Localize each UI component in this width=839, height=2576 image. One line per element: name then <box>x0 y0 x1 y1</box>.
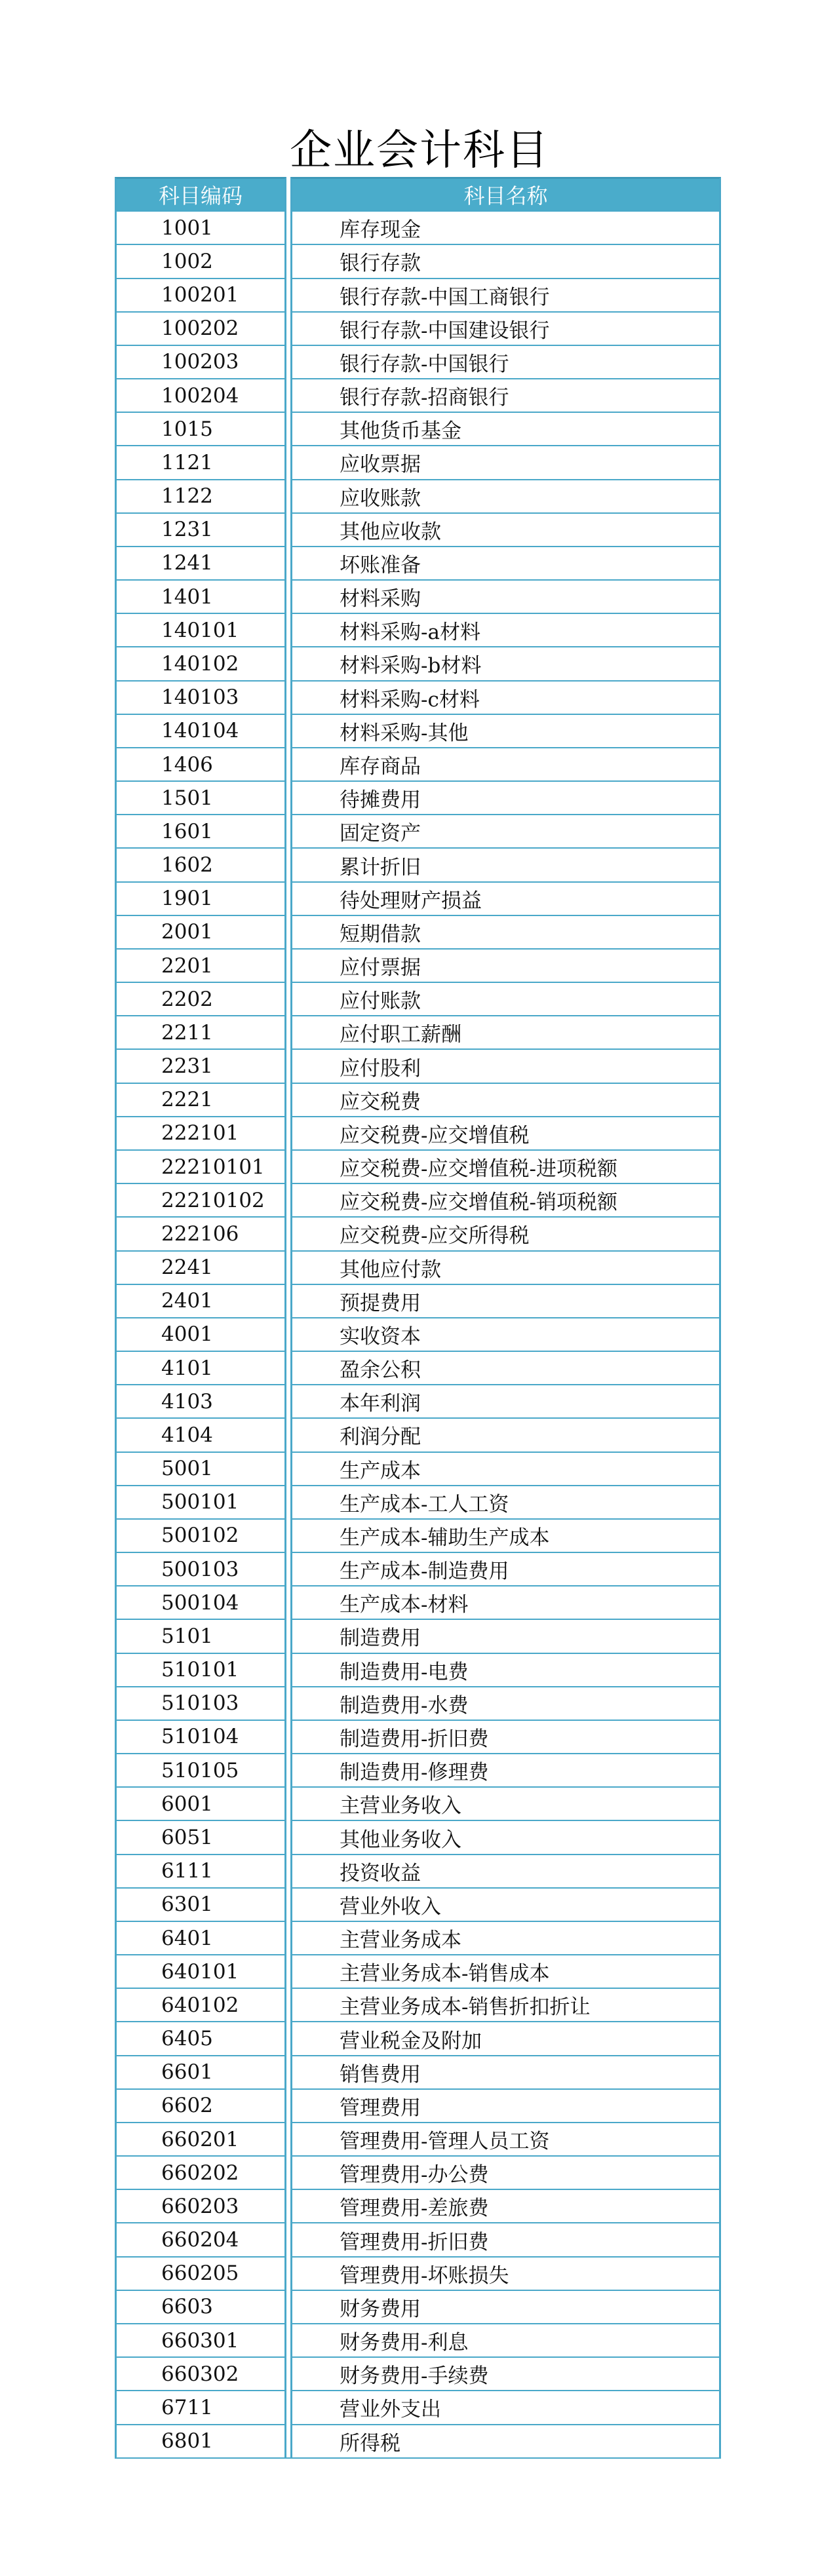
table-row <box>115 479 721 512</box>
account-code-cell[interactable]: 2241 <box>115 1250 286 1284</box>
account-code-cell[interactable]: 100203 <box>115 345 286 378</box>
table-row <box>115 2390 721 2423</box>
table-row <box>115 2088 721 2122</box>
accounts-table <box>115 177 721 2459</box>
account-name-cell[interactable]: 应付票据 <box>290 948 721 982</box>
account-code-cell[interactable]: 222101 <box>115 1116 286 1149</box>
account-name-cell[interactable]: 制造费用 <box>290 1619 721 1652</box>
account-code-cell[interactable]: 500102 <box>115 1518 286 1552</box>
table-row <box>115 1854 721 1887</box>
table-row <box>115 1015 721 1048</box>
table-row <box>115 546 721 579</box>
table-row <box>115 847 721 881</box>
account-code-cell[interactable]: 1015 <box>115 412 286 445</box>
account-name-cell[interactable]: 主营业务成本-销售折扣折让 <box>290 1988 721 2021</box>
account-code-cell[interactable]: 6603 <box>115 2290 286 2323</box>
account-name-cell[interactable]: 本年利润 <box>290 1384 721 1417</box>
account-name-cell[interactable]: 材料采购-c材料 <box>290 680 721 714</box>
account-name-cell[interactable]: 生产成本-材料 <box>290 1585 721 1619</box>
account-name-cell[interactable]: 管理费用 <box>290 2088 721 2122</box>
account-code-cell[interactable]: 1231 <box>115 512 286 546</box>
table-row <box>115 1518 721 1552</box>
table-row <box>115 1149 721 1183</box>
table-row <box>115 2222 721 2256</box>
account-code-cell[interactable]: 500104 <box>115 1585 286 1619</box>
table-row <box>115 1954 721 1988</box>
table-row <box>115 1552 721 1585</box>
table-row <box>115 1753 721 1786</box>
account-code-cell[interactable]: 660201 <box>115 2122 286 2155</box>
account-name-cell[interactable]: 所得税 <box>290 2424 721 2457</box>
table-row <box>115 1485 721 1518</box>
table-row <box>115 881 721 915</box>
account-name-cell[interactable]: 其他应收款 <box>290 512 721 546</box>
table-row <box>115 1988 721 2021</box>
table-row <box>115 2189 721 2222</box>
account-name-cell[interactable]: 应付职工薪酬 <box>290 1015 721 1048</box>
account-code-cell[interactable]: 660204 <box>115 2222 286 2256</box>
table-row <box>115 613 721 646</box>
table-row <box>115 747 721 780</box>
table-row <box>115 1216 721 1250</box>
account-code-cell[interactable]: 500103 <box>115 1552 286 1585</box>
account-code-cell[interactable]: 1122 <box>115 479 286 512</box>
account-code-cell[interactable]: 6405 <box>115 2021 286 2054</box>
table-row <box>115 1585 721 1619</box>
account-code-cell[interactable]: 6001 <box>115 1786 286 1820</box>
account-name-cell[interactable]: 应交税费-应交增值税-进项税额 <box>290 1149 721 1183</box>
account-code-cell[interactable]: 222106 <box>115 1216 286 1250</box>
account-name-cell[interactable]: 应交税费-应交增值税 <box>290 1116 721 1149</box>
table-row <box>115 1116 721 1149</box>
account-code-cell[interactable]: 5101 <box>115 1619 286 1652</box>
table-row <box>115 1284 721 1317</box>
table-row <box>115 210 721 244</box>
account-name-cell[interactable]: 投资收益 <box>290 1854 721 1887</box>
account-code-cell[interactable]: 140102 <box>115 646 286 680</box>
account-name-cell[interactable]: 制造费用-修理费 <box>290 1753 721 1786</box>
account-name-cell[interactable]: 营业外支出 <box>290 2390 721 2423</box>
table-row <box>115 2256 721 2290</box>
table-row <box>115 780 721 814</box>
table-row <box>115 2055 721 2088</box>
table-row <box>115 1183 721 1216</box>
account-name-cell[interactable]: 营业税金及附加 <box>290 2021 721 2054</box>
table-row <box>115 378 721 412</box>
account-name-cell[interactable]: 实收资本 <box>290 1317 721 1351</box>
account-code-cell[interactable]: 100202 <box>115 311 286 345</box>
account-name-cell[interactable]: 制造费用-电费 <box>290 1653 721 1686</box>
account-code-cell[interactable]: 1001 <box>115 210 286 244</box>
account-name-cell[interactable]: 管理费用-办公费 <box>290 2155 721 2189</box>
account-code-cell[interactable]: 1121 <box>115 445 286 478</box>
table-row <box>115 1048 721 1082</box>
account-name-cell[interactable]: 财务费用-利息 <box>290 2323 721 2356</box>
header-code[interactable]: 科目编码 <box>115 177 286 210</box>
account-code-cell[interactable]: 500101 <box>115 1485 286 1518</box>
account-code-cell[interactable]: 100204 <box>115 378 286 412</box>
table-row <box>115 445 721 478</box>
account-code-cell[interactable]: 2202 <box>115 982 286 1015</box>
header-name[interactable]: 科目名称 <box>290 177 721 210</box>
account-name-cell[interactable]: 待处理财产损益 <box>290 881 721 915</box>
account-code-cell[interactable]: 2201 <box>115 948 286 982</box>
table-row <box>115 311 721 345</box>
account-name-cell[interactable]: 盈余公积 <box>290 1351 721 1384</box>
account-code-cell[interactable]: 510103 <box>115 1686 286 1720</box>
account-name-cell[interactable]: 其他货币基金 <box>290 412 721 445</box>
table-row <box>115 915 721 948</box>
account-code-cell[interactable]: 5001 <box>115 1451 286 1485</box>
account-name-cell[interactable]: 预提费用 <box>290 1284 721 1317</box>
account-name-cell[interactable]: 生产成本-制造费用 <box>290 1552 721 1585</box>
account-code-cell[interactable]: 2231 <box>115 1048 286 1082</box>
account-code-cell[interactable]: 6602 <box>115 2088 286 2122</box>
account-code-cell[interactable]: 100201 <box>115 278 286 311</box>
table-row <box>115 1820 721 1853</box>
table-row <box>115 1083 721 1116</box>
account-name-cell[interactable]: 应收票据 <box>290 445 721 478</box>
account-name-cell[interactable]: 制造费用-水费 <box>290 1686 721 1720</box>
table-row <box>115 2356 721 2390</box>
account-code-cell[interactable]: 22210102 <box>115 1183 286 1216</box>
table-row <box>115 244 721 277</box>
account-name-cell[interactable]: 银行存款-招商银行 <box>290 378 721 412</box>
account-name-cell[interactable]: 材料采购-b材料 <box>290 646 721 680</box>
account-code-cell[interactable]: 1241 <box>115 546 286 579</box>
table-row <box>115 714 721 747</box>
account-name-cell[interactable]: 材料采购 <box>290 579 721 613</box>
account-name-cell[interactable]: 应交税费-应交增值税-销项税额 <box>290 1183 721 1216</box>
account-name-cell[interactable]: 生产成本-辅助生产成本 <box>290 1518 721 1552</box>
account-name-cell[interactable]: 主营业务成本-销售成本 <box>290 1954 721 1988</box>
account-code-cell[interactable]: 6601 <box>115 2055 286 2088</box>
account-name-cell[interactable]: 主营业务成本 <box>290 1921 721 1954</box>
account-name-cell[interactable]: 生产成本-工人工资 <box>290 1485 721 1518</box>
table-row <box>115 579 721 613</box>
table-row <box>115 814 721 847</box>
account-code-cell[interactable]: 660302 <box>115 2356 286 2390</box>
account-code-cell[interactable]: 22210101 <box>115 1149 286 1183</box>
account-code-cell[interactable]: 1602 <box>115 847 286 881</box>
table-row <box>115 1686 721 1720</box>
account-name-cell[interactable]: 管理费用-差旅费 <box>290 2189 721 2222</box>
account-code-cell[interactable]: 510104 <box>115 1720 286 1753</box>
account-code-cell[interactable]: 4103 <box>115 1384 286 1417</box>
account-name-cell[interactable]: 利润分配 <box>290 1417 721 1451</box>
account-code-cell[interactable]: 510105 <box>115 1753 286 1786</box>
account-name-cell[interactable]: 材料采购-其他 <box>290 714 721 747</box>
table-row <box>115 1417 721 1451</box>
table-row <box>115 1653 721 1686</box>
account-code-cell[interactable]: 1002 <box>115 244 286 277</box>
table-row <box>115 982 721 1015</box>
account-code-cell[interactable]: 660205 <box>115 2256 286 2290</box>
account-code-cell[interactable]: 140103 <box>115 680 286 714</box>
account-name-cell[interactable]: 短期借款 <box>290 915 721 948</box>
account-code-cell[interactable]: 2211 <box>115 1015 286 1048</box>
table-row <box>115 2155 721 2189</box>
table-header-row <box>115 177 721 210</box>
table-row <box>115 2122 721 2155</box>
table-row <box>115 1317 721 1351</box>
account-code-cell[interactable]: 4101 <box>115 1351 286 1384</box>
table-row <box>115 1351 721 1384</box>
account-name-cell[interactable]: 其他业务收入 <box>290 1820 721 1853</box>
account-name-cell[interactable]: 财务费用-手续费 <box>290 2356 721 2390</box>
account-name-cell[interactable]: 管理费用-坏账损失 <box>290 2256 721 2290</box>
table-row <box>115 1384 721 1417</box>
table-row <box>115 278 721 311</box>
account-code-cell[interactable]: 1601 <box>115 814 286 847</box>
table-row <box>115 1250 721 1284</box>
account-name-cell[interactable]: 管理费用-折旧费 <box>290 2222 721 2256</box>
account-name-cell[interactable]: 销售费用 <box>290 2055 721 2088</box>
account-name-cell[interactable]: 银行存款 <box>290 244 721 277</box>
account-name-cell[interactable]: 库存现金 <box>290 210 721 244</box>
table-row <box>115 948 721 982</box>
account-name-cell[interactable]: 营业外收入 <box>290 1887 721 1921</box>
account-code-cell[interactable]: 2001 <box>115 915 286 948</box>
account-code-cell[interactable]: 1406 <box>115 747 286 780</box>
account-code-cell[interactable]: 4001 <box>115 1317 286 1351</box>
account-code-cell[interactable]: 1901 <box>115 881 286 915</box>
account-code-cell[interactable]: 1401 <box>115 579 286 613</box>
account-code-cell[interactable]: 640102 <box>115 1988 286 2021</box>
account-code-cell[interactable]: 6401 <box>115 1921 286 1954</box>
account-code-cell[interactable]: 4104 <box>115 1417 286 1451</box>
account-code-cell[interactable]: 140104 <box>115 714 286 747</box>
account-name-cell[interactable]: 累计折旧 <box>290 847 721 881</box>
account-name-cell[interactable]: 主营业务收入 <box>290 1786 721 1820</box>
table-row <box>115 1887 721 1921</box>
account-name-cell[interactable]: 材料采购-a材料 <box>290 613 721 646</box>
account-name-cell[interactable]: 应交税费 <box>290 1083 721 1116</box>
table-row <box>115 1720 721 1753</box>
account-code-cell[interactable]: 660202 <box>115 2155 286 2189</box>
account-name-cell[interactable]: 应付账款 <box>290 982 721 1015</box>
account-code-cell[interactable]: 640101 <box>115 1954 286 1988</box>
table-row <box>115 2290 721 2323</box>
account-code-cell[interactable]: 510101 <box>115 1653 286 1686</box>
account-name-cell[interactable]: 应付股利 <box>290 1048 721 1082</box>
account-code-cell[interactable]: 6801 <box>115 2424 286 2457</box>
table-row <box>115 2424 721 2457</box>
account-name-cell[interactable]: 银行存款-中国银行 <box>290 345 721 378</box>
account-code-cell[interactable]: 2221 <box>115 1083 286 1116</box>
account-name-cell[interactable]: 管理费用-管理人员工资 <box>290 2122 721 2155</box>
account-name-cell[interactable]: 坏账准备 <box>290 546 721 579</box>
account-name-cell[interactable]: 银行存款-中国建设银行 <box>290 311 721 345</box>
account-code-cell[interactable]: 6051 <box>115 1820 286 1853</box>
table-row <box>115 345 721 378</box>
account-code-cell[interactable]: 6111 <box>115 1854 286 1887</box>
account-code-cell[interactable]: 6711 <box>115 2390 286 2423</box>
table-row <box>115 1619 721 1652</box>
account-name-cell[interactable]: 库存商品 <box>290 747 721 780</box>
account-code-cell[interactable]: 1501 <box>115 780 286 814</box>
account-name-cell[interactable]: 银行存款-中国工商银行 <box>290 278 721 311</box>
account-code-cell[interactable]: 2401 <box>115 1284 286 1317</box>
table-row <box>115 1786 721 1820</box>
table-row <box>115 2323 721 2356</box>
account-name-cell[interactable]: 应收账款 <box>290 479 721 512</box>
account-name-cell[interactable]: 生产成本 <box>290 1451 721 1485</box>
account-code-cell[interactable]: 6301 <box>115 1887 286 1921</box>
account-name-cell[interactable]: 其他应付款 <box>290 1250 721 1284</box>
account-code-cell[interactable]: 660203 <box>115 2189 286 2222</box>
account-name-cell[interactable]: 财务费用 <box>290 2290 721 2323</box>
account-name-cell[interactable]: 制造费用-折旧费 <box>290 1720 721 1753</box>
account-name-cell[interactable]: 待摊费用 <box>290 780 721 814</box>
table-row <box>115 512 721 546</box>
table-row <box>115 412 721 445</box>
account-code-cell[interactable]: 140101 <box>115 613 286 646</box>
account-code-cell[interactable]: 660301 <box>115 2323 286 2356</box>
account-name-cell[interactable]: 应交税费-应交所得税 <box>290 1216 721 1250</box>
table-row <box>115 646 721 680</box>
table-row <box>115 2021 721 2054</box>
table-row <box>115 680 721 714</box>
table-row <box>115 1451 721 1485</box>
account-name-cell[interactable]: 固定资产 <box>290 814 721 847</box>
page-title: 企业会计科目 <box>290 126 549 175</box>
table-row <box>115 1921 721 1954</box>
